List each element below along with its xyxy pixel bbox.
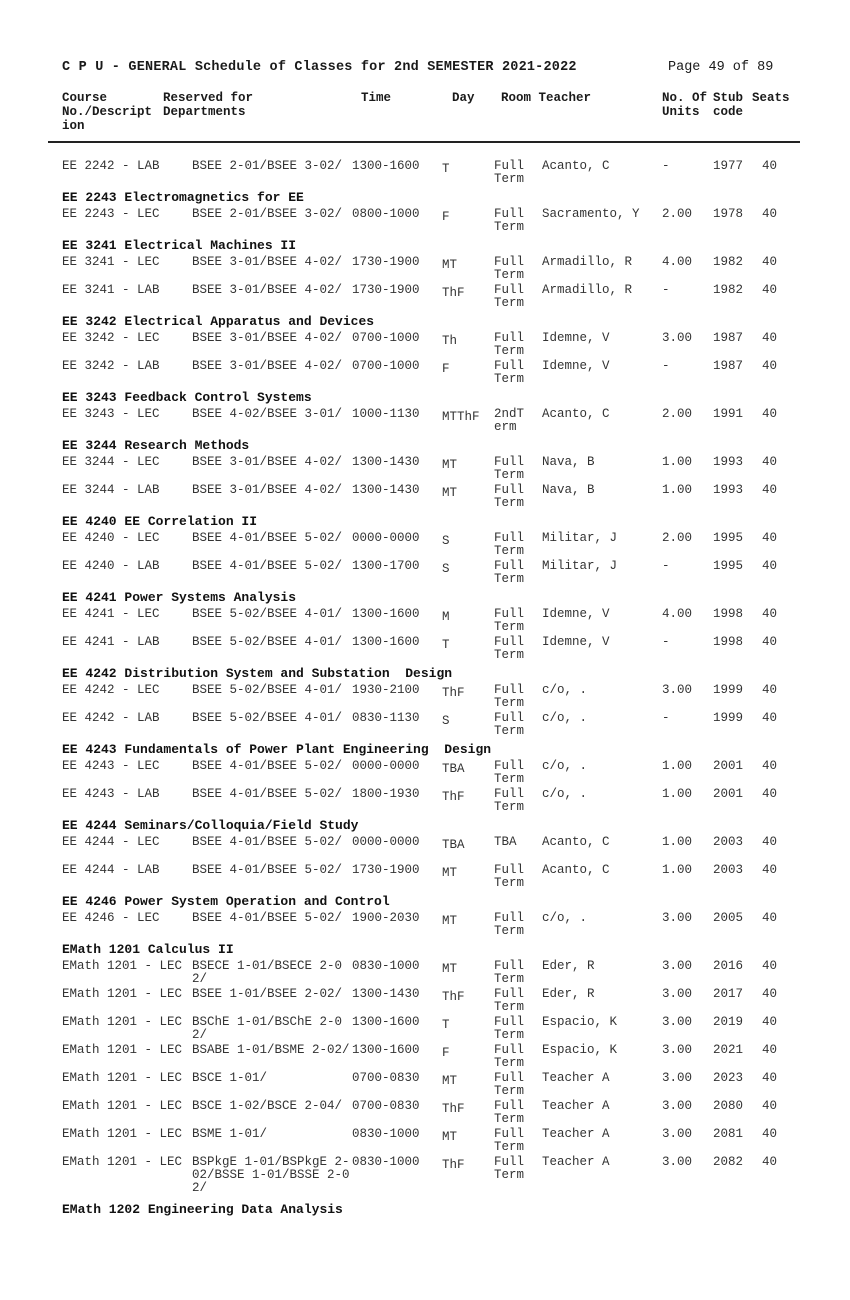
class-time: 1300-1600: [352, 1015, 420, 1029]
class-time: 0800-1000: [352, 207, 420, 221]
units: 1.00: [662, 483, 693, 497]
room: FullTerm: [494, 207, 525, 234]
class-day: TBA: [442, 762, 465, 776]
seats: 40: [762, 635, 778, 649]
reserved-departments: BSEE 4-01/BSEE 5-02/: [192, 835, 343, 849]
reserved-departments: BSEE 2-01/BSEE 3-02/: [192, 159, 343, 173]
teacher: Teacher A: [542, 1127, 610, 1141]
units: 3.00: [662, 911, 693, 925]
reserved-departments: BSEE 4-02/BSEE 3-01/: [192, 407, 343, 421]
class-day: M: [442, 610, 450, 624]
seats: 40: [762, 207, 778, 221]
course-section-title: EE 4241 Power Systems Analysis: [62, 590, 297, 605]
class-time: 1300-1600: [352, 607, 420, 621]
units: 3.00: [662, 683, 693, 697]
class-day: ThF: [442, 1158, 465, 1172]
col-header-day: Day: [452, 91, 475, 105]
teacher: Militar, J: [542, 531, 618, 545]
units: -: [662, 159, 670, 173]
col-header-time: Time: [361, 91, 392, 105]
seats: 40: [762, 1043, 778, 1057]
units: 1.00: [662, 863, 693, 877]
reserved-departments: BSEE 5-02/BSEE 4-01/: [192, 683, 343, 697]
course-code: EMath 1201 - LEC: [62, 1043, 183, 1057]
reserved-departments: BSME 1-01/: [192, 1127, 268, 1141]
stub-code: 2023: [713, 1071, 744, 1085]
reserved-departments: BSEE 4-01/BSEE 5-02/: [192, 787, 343, 801]
course-code: EE 4240 - LAB: [62, 559, 160, 573]
class-time: 1730-1900: [352, 283, 420, 297]
course-code: EMath 1201 - LEC: [62, 1015, 183, 1029]
teacher: Armadillo, R: [542, 283, 633, 297]
stub-code: 1982: [713, 283, 744, 297]
class-time: 1730-1900: [352, 863, 420, 877]
seats: 40: [762, 455, 778, 469]
seats: 40: [762, 759, 778, 773]
units: 3.00: [662, 1043, 693, 1057]
class-day: S: [442, 534, 450, 548]
course-code: EE 4244 - LEC: [62, 835, 160, 849]
class-day: ThF: [442, 990, 465, 1004]
seats: 40: [762, 1099, 778, 1113]
course-section-title: EE 3242 Electrical Apparatus and Devices: [62, 314, 375, 329]
stub-code: 1995: [713, 531, 744, 545]
course-section-title: EE 3243 Feedback Control Systems: [62, 390, 312, 405]
teacher: Espacio, K: [542, 1015, 618, 1029]
teacher: Idemne, V: [542, 607, 610, 621]
col-header-course: Course No./Descript ion: [62, 91, 153, 133]
stub-code: 1998: [713, 635, 744, 649]
room: FullTerm: [494, 607, 525, 634]
seats: 40: [762, 787, 778, 801]
seats: 40: [762, 835, 778, 849]
reserved-departments: BSChE 1-01/BSChE 2-02/: [192, 1015, 343, 1042]
stub-code: 1995: [713, 559, 744, 573]
room: FullTerm: [494, 1015, 525, 1042]
seats: 40: [762, 1127, 778, 1141]
reserved-departments: BSEE 3-01/BSEE 4-02/: [192, 255, 343, 269]
stub-code: 2017: [713, 987, 744, 1001]
teacher: Idemne, V: [542, 331, 610, 345]
teacher: c/o, .: [542, 911, 588, 925]
course-code: EE 4241 - LEC: [62, 607, 160, 621]
seats: 40: [762, 331, 778, 345]
teacher: c/o, .: [542, 759, 588, 773]
seats: 40: [762, 407, 778, 421]
class-day: MT: [442, 458, 458, 472]
course-section-title: EMath 1201 Calculus II: [62, 942, 234, 957]
reserved-departments: BSCE 1-01/: [192, 1071, 268, 1085]
class-day: F: [442, 362, 450, 376]
teacher: Eder, R: [542, 959, 595, 973]
class-time: 0700-1000: [352, 359, 420, 373]
class-day: T: [442, 162, 450, 176]
class-day: S: [442, 562, 450, 576]
units: 1.00: [662, 835, 693, 849]
reserved-departments: BSABE 1-01/BSME 2-02/: [192, 1043, 350, 1057]
course-code: EE 4241 - LAB: [62, 635, 160, 649]
units: 1.00: [662, 455, 693, 469]
class-time: 0830-1000: [352, 1155, 420, 1169]
teacher: c/o, .: [542, 683, 588, 697]
class-day: Th: [442, 334, 458, 348]
stub-code: 2003: [713, 863, 744, 877]
room: FullTerm: [494, 359, 525, 386]
room: FullTerm: [494, 683, 525, 710]
teacher: Acanto, C: [542, 835, 610, 849]
class-day: T: [442, 638, 450, 652]
course-code: EMath 1201 - LEC: [62, 1155, 183, 1169]
class-time: 0000-0000: [352, 835, 420, 849]
seats: 40: [762, 911, 778, 925]
stub-code: 2005: [713, 911, 744, 925]
class-time: 1900-2030: [352, 911, 420, 925]
class-time: 1300-1600: [352, 159, 420, 173]
teacher: c/o, .: [542, 711, 588, 725]
stub-code: 2016: [713, 959, 744, 973]
units: 2.00: [662, 531, 693, 545]
course-code: EMath 1201 - LEC: [62, 1071, 183, 1085]
course-code: EE 3244 - LEC: [62, 455, 160, 469]
course-section-title: EMath 1202 Engineering Data Analysis: [62, 1202, 343, 1217]
stub-code: 1977: [713, 159, 744, 173]
room: FullTerm: [494, 483, 525, 510]
teacher: Acanto, C: [542, 159, 610, 173]
stub-code: 2082: [713, 1155, 744, 1169]
course-code: EE 3242 - LEC: [62, 331, 160, 345]
class-time: 1800-1930: [352, 787, 420, 801]
class-day: ThF: [442, 686, 465, 700]
room: TBA: [494, 835, 517, 849]
class-time: 0000-0000: [352, 759, 420, 773]
course-code: EE 3241 - LEC: [62, 255, 160, 269]
teacher: Acanto, C: [542, 407, 610, 421]
course-code: EE 3241 - LAB: [62, 283, 160, 297]
course-code: EMath 1201 - LEC: [62, 1127, 183, 1141]
room: FullTerm: [494, 959, 525, 986]
class-day: F: [442, 210, 450, 224]
seats: 40: [762, 359, 778, 373]
seats: 40: [762, 1015, 778, 1029]
teacher: Idemne, V: [542, 359, 610, 373]
class-time: 1300-1600: [352, 635, 420, 649]
reserved-departments: BSEE 5-02/BSEE 4-01/: [192, 711, 343, 725]
seats: 40: [762, 987, 778, 1001]
seats: 40: [762, 1071, 778, 1085]
teacher: Teacher A: [542, 1071, 610, 1085]
col-header-reserved: Reserved for Departments: [163, 91, 254, 119]
class-day: MT: [442, 486, 458, 500]
page-number: Page 49 of 89: [668, 60, 774, 75]
room: FullTerm: [494, 863, 525, 890]
class-time: 0000-0000: [352, 531, 420, 545]
reserved-departments: BSEE 4-01/BSEE 5-02/: [192, 759, 343, 773]
class-time: 1730-1900: [352, 255, 420, 269]
room: FullTerm: [494, 255, 525, 282]
class-day: F: [442, 1046, 450, 1060]
col-header-stub: Stub code: [713, 91, 744, 119]
class-time: 1300-1430: [352, 483, 420, 497]
course-section-title: EE 4240 EE Correlation II: [62, 514, 258, 529]
class-time: 0700-0830: [352, 1071, 420, 1085]
course-code: EE 4246 - LEC: [62, 911, 160, 925]
reserved-departments: BSEE 3-01/BSEE 4-02/: [192, 331, 343, 345]
units: -: [662, 359, 670, 373]
reserved-departments: BSEE 4-01/BSEE 5-02/: [192, 911, 343, 925]
seats: 40: [762, 711, 778, 725]
units: 3.00: [662, 1015, 693, 1029]
course-code: EE 4244 - LAB: [62, 863, 160, 877]
reserved-departments: BSEE 1-01/BSEE 2-02/: [192, 987, 343, 1001]
room: FullTerm: [494, 711, 525, 738]
class-day: MTThF: [442, 410, 480, 424]
class-time: 1300-1430: [352, 455, 420, 469]
class-time: 1930-2100: [352, 683, 420, 697]
seats: 40: [762, 863, 778, 877]
course-code: EMath 1201 - LEC: [62, 987, 183, 1001]
teacher: Nava, B: [542, 483, 595, 497]
stub-code: 2080: [713, 1099, 744, 1113]
seats: 40: [762, 607, 778, 621]
stub-code: 2001: [713, 787, 744, 801]
units: 3.00: [662, 959, 693, 973]
units: -: [662, 635, 670, 649]
room: FullTerm: [494, 1071, 525, 1098]
units: 3.00: [662, 1155, 693, 1169]
reserved-departments: BSEE 2-01/BSEE 3-02/: [192, 207, 343, 221]
reserved-departments: BSEE 4-01/BSEE 5-02/: [192, 531, 343, 545]
course-code: EE 4240 - LEC: [62, 531, 160, 545]
col-header-units: No. Of Units: [662, 91, 708, 119]
course-code: EE 2243 - LEC: [62, 207, 160, 221]
class-time: 0830-1000: [352, 959, 420, 973]
teacher: Teacher A: [542, 1155, 610, 1169]
stub-code: 1998: [713, 607, 744, 621]
class-day: ThF: [442, 286, 465, 300]
units: -: [662, 711, 670, 725]
class-day: MT: [442, 866, 458, 880]
seats: 40: [762, 483, 778, 497]
seats: 40: [762, 255, 778, 269]
teacher: Eder, R: [542, 987, 595, 1001]
course-code: EE 3244 - LAB: [62, 483, 160, 497]
class-day: MT: [442, 914, 458, 928]
stub-code: 2001: [713, 759, 744, 773]
room: FullTerm: [494, 1127, 525, 1154]
units: 4.00: [662, 607, 693, 621]
teacher: Armadillo, R: [542, 255, 633, 269]
stub-code: 2003: [713, 835, 744, 849]
units: 2.00: [662, 407, 693, 421]
course-code: EE 4242 - LAB: [62, 711, 160, 725]
course-code: EE 4242 - LEC: [62, 683, 160, 697]
course-section-title: EE 4242 Distribution System and Substation Design: [62, 666, 453, 681]
seats: 40: [762, 1155, 778, 1169]
teacher: Idemne, V: [542, 635, 610, 649]
stub-code: 1987: [713, 331, 744, 345]
room: FullTerm: [494, 559, 525, 586]
class-day: ThF: [442, 790, 465, 804]
units: 3.00: [662, 331, 693, 345]
seats: 40: [762, 531, 778, 545]
teacher: Sacramento, Y: [542, 207, 640, 221]
course-section-title: EE 3241 Electrical Machines II: [62, 238, 297, 253]
room: FullTerm: [494, 531, 525, 558]
room: FullTerm: [494, 283, 525, 310]
stub-code: 2081: [713, 1127, 744, 1141]
reserved-departments: BSEE 3-01/BSEE 4-02/: [192, 283, 343, 297]
course-code: EE 2242 - LAB: [62, 159, 160, 173]
reserved-departments: BSEE 4-01/BSEE 5-02/: [192, 863, 343, 877]
stub-code: 1987: [713, 359, 744, 373]
reserved-departments: BSPkgE 1-01/BSPkgE 2-02/BSSE 1-01/BSSE 2-02/: [192, 1155, 350, 1195]
class-day: MT: [442, 1074, 458, 1088]
course-section-title: EE 4246 Power System Operation and Control: [62, 894, 390, 909]
teacher: c/o, .: [542, 787, 588, 801]
room: FullTerm: [494, 635, 525, 662]
col-header-room-teacher: Room Teacher: [501, 91, 592, 105]
room: FullTerm: [494, 1155, 525, 1182]
units: 4.00: [662, 255, 693, 269]
course-section-title: EE 4244 Seminars/Colloquia/Field Study: [62, 818, 359, 833]
reserved-departments: BSEE 5-02/BSEE 4-01/: [192, 635, 343, 649]
reserved-departments: BSEE 3-01/BSEE 4-02/: [192, 359, 343, 373]
units: 3.00: [662, 1099, 693, 1113]
units: -: [662, 283, 670, 297]
seats: 40: [762, 683, 778, 697]
teacher: Militar, J: [542, 559, 618, 573]
class-time: 0700-0830: [352, 1099, 420, 1113]
seats: 40: [762, 159, 778, 173]
reserved-departments: BSCE 1-02/BSCE 2-04/: [192, 1099, 343, 1113]
stub-code: 1993: [713, 483, 744, 497]
seats: 40: [762, 283, 778, 297]
reserved-departments: BSEE 3-01/BSEE 4-02/: [192, 455, 343, 469]
room: FullTerm: [494, 759, 525, 786]
units: 3.00: [662, 987, 693, 1001]
class-time: 1300-1700: [352, 559, 420, 573]
units: -: [662, 559, 670, 573]
stub-code: 1991: [713, 407, 744, 421]
course-code: EMath 1201 - LEC: [62, 1099, 183, 1113]
class-day: MT: [442, 962, 458, 976]
reserved-departments: BSEE 5-02/BSEE 4-01/: [192, 607, 343, 621]
col-header-seats: Seats: [752, 91, 790, 105]
units: 1.00: [662, 759, 693, 773]
course-code: EE 3243 - LEC: [62, 407, 160, 421]
stub-code: 2021: [713, 1043, 744, 1057]
class-day: MT: [442, 258, 458, 272]
room: 2ndTerm: [494, 407, 525, 434]
teacher: Nava, B: [542, 455, 595, 469]
room: FullTerm: [494, 987, 525, 1014]
room: FullTerm: [494, 1099, 525, 1126]
room: FullTerm: [494, 787, 525, 814]
reserved-departments: BSECE 1-01/BSECE 2-02/: [192, 959, 343, 986]
page-title: C P U - GENERAL Schedule of Classes for 2nd SEMESTER 2021-2022: [62, 60, 577, 75]
stub-code: 1978: [713, 207, 744, 221]
course-code: EE 4243 - LAB: [62, 787, 160, 801]
reserved-departments: BSEE 3-01/BSEE 4-02/: [192, 483, 343, 497]
class-day: T: [442, 1018, 450, 1032]
class-time: 1300-1430: [352, 987, 420, 1001]
class-day: MT: [442, 1130, 458, 1144]
room: FullTerm: [494, 331, 525, 358]
units: 2.00: [662, 207, 693, 221]
class-time: 0700-1000: [352, 331, 420, 345]
class-time: 0830-1000: [352, 1127, 420, 1141]
stub-code: 1999: [713, 683, 744, 697]
course-section-title: EE 4243 Fundamentals of Power Plant Engineering Design: [62, 742, 492, 757]
reserved-departments: BSEE 4-01/BSEE 5-02/: [192, 559, 343, 573]
seats: 40: [762, 959, 778, 973]
teacher: Teacher A: [542, 1099, 610, 1113]
stub-code: 2019: [713, 1015, 744, 1029]
units: 3.00: [662, 1127, 693, 1141]
class-time: 1300-1600: [352, 1043, 420, 1057]
stub-code: 1999: [713, 711, 744, 725]
room: FullTerm: [494, 455, 525, 482]
class-day: TBA: [442, 838, 465, 852]
header-divider: [48, 141, 800, 143]
course-code: EMath 1201 - LEC: [62, 959, 183, 973]
teacher: Acanto, C: [542, 863, 610, 877]
room: FullTerm: [494, 159, 525, 186]
class-day: S: [442, 714, 450, 728]
units: 3.00: [662, 1071, 693, 1085]
class-time: 0830-1130: [352, 711, 420, 725]
course-code: EE 4243 - LEC: [62, 759, 160, 773]
seats: 40: [762, 559, 778, 573]
stub-code: 1993: [713, 455, 744, 469]
course-section-title: EE 3244 Research Methods: [62, 438, 250, 453]
teacher: Espacio, K: [542, 1043, 618, 1057]
course-section-title: EE 2243 Electromagnetics for EE: [62, 190, 304, 205]
stub-code: 1982: [713, 255, 744, 269]
units: 1.00: [662, 787, 693, 801]
course-code: EE 3242 - LAB: [62, 359, 160, 373]
room: FullTerm: [494, 1043, 525, 1070]
class-time: 1000-1130: [352, 407, 420, 421]
room: FullTerm: [494, 911, 525, 938]
class-day: ThF: [442, 1102, 465, 1116]
